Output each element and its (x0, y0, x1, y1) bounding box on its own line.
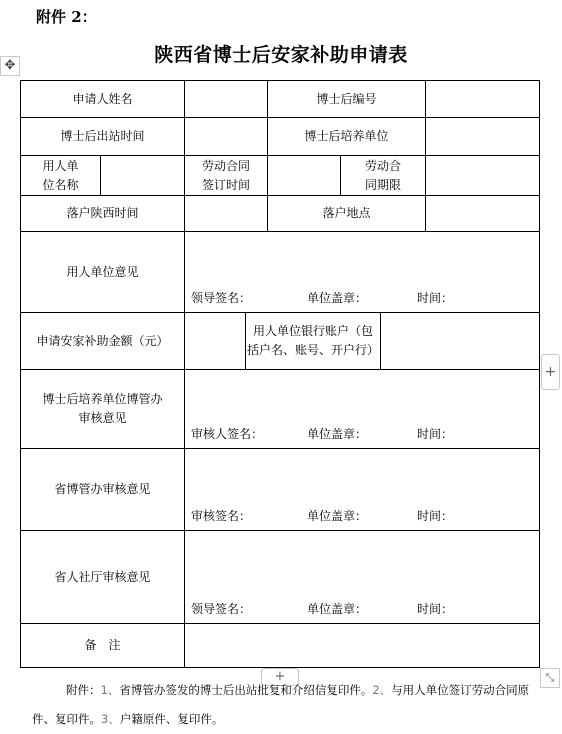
reviewer-signature-label: 审核人签名： (191, 427, 264, 441)
plus-icon: + (274, 669, 286, 684)
table-row (20, 623, 540, 668)
postdoc-id-input[interactable] (426, 81, 539, 117)
contract-time-input[interactable] (268, 156, 341, 195)
add-column-button[interactable] (541, 354, 560, 390)
training-office-opinion-line1: 博士后培养单位博管办 (42, 392, 163, 406)
settle-time-label: 落户陕西时间 (21, 196, 185, 231)
employer-name-label-line1: 用人单 (42, 158, 79, 173)
leader-signature-label: 领导签名： (191, 291, 252, 305)
training-unit-label: 博士后培养单位 (268, 118, 426, 155)
note-prefix: 附件： (66, 683, 101, 697)
training-unit-input[interactable] (426, 118, 539, 155)
table-row (20, 195, 540, 231)
note-item-2: 与用人单位签订劳动合同原件、复印件。 (32, 683, 530, 726)
employer-name-input[interactable] (101, 156, 185, 195)
table-row (20, 369, 540, 448)
province-office-opinion-field[interactable] (185, 449, 539, 530)
remarks-field[interactable] (185, 624, 539, 667)
resize-icon: ⤡ (545, 671, 555, 684)
training-office-opinion-label (21, 370, 185, 448)
contract-term-label-line2: 同期限 (364, 177, 401, 192)
note-item-1: 省博管办签发的博士后出站批复和介绍信复印件。 (119, 683, 373, 697)
unit-seal-label: 单位盖章： (307, 602, 368, 616)
table-row (20, 117, 540, 155)
table-row (20, 80, 540, 117)
time-label: 时间： (417, 291, 454, 305)
employer-opinion-field[interactable] (185, 232, 539, 312)
review-signature-label: 审核签名： (191, 509, 252, 523)
applicant-name-label: 申请人姓名 (21, 81, 185, 117)
amount-label: 申请安家补助金额（元） (21, 313, 185, 369)
hr-dept-opinion-field[interactable] (185, 531, 539, 623)
time-label: 时间： (417, 427, 454, 441)
contract-term-label (341, 156, 426, 195)
table-row (20, 448, 540, 530)
note-number-3: 3、 (101, 712, 120, 726)
unit-seal-label: 单位盖章： (307, 291, 368, 305)
employer-opinion-label: 用人单位意见 (21, 232, 185, 312)
time-label: 时间： (417, 602, 454, 616)
employer-name-label (21, 156, 101, 195)
settle-time-input[interactable] (185, 196, 268, 231)
exit-time-input[interactable] (185, 118, 268, 155)
bank-account-label-line2: 括户名、账号、开户行） (246, 343, 379, 357)
note-number-2: 2、 (372, 683, 392, 697)
province-office-opinion-label: 省博管办审核意见 (21, 449, 185, 530)
contract-term-input[interactable] (426, 156, 539, 195)
unit-seal-label: 单位盖章： (307, 509, 368, 523)
note-item-3: 户籍原件、复印件。 (119, 712, 224, 726)
postdoc-id-label: 博士后编号 (268, 81, 426, 117)
move-icon: ✥ (4, 58, 16, 73)
bank-account-label (246, 313, 381, 369)
applicant-name-input[interactable] (185, 81, 268, 117)
settle-place-label: 落户地点 (268, 196, 426, 231)
table-move-handle[interactable] (0, 56, 20, 76)
table-row (20, 231, 540, 312)
table-row (20, 155, 540, 195)
unit-seal-label: 单位盖章： (307, 427, 368, 441)
contract-time-label (185, 156, 268, 195)
table-row (20, 530, 540, 623)
table-resize-handle[interactable] (540, 668, 560, 688)
contract-time-label-line1: 劳动合同 (201, 158, 250, 173)
contract-time-label-line2: 签订时间 (201, 177, 250, 192)
remarks-label: 备 注 (21, 624, 185, 667)
employer-name-label-line2: 位名称 (42, 177, 79, 192)
training-office-opinion-field[interactable] (185, 370, 539, 448)
attachment-label: 附件 2： (36, 8, 97, 26)
bank-account-input[interactable] (381, 313, 539, 369)
exit-time-label: 博士后出站时间 (21, 118, 185, 155)
leader-signature-label: 领导签名： (191, 602, 252, 616)
training-office-opinion-line2: 审核意见 (78, 411, 127, 425)
amount-input[interactable] (185, 313, 246, 369)
bank-account-label-line1: 用人单位银行账户（包 (252, 324, 373, 338)
note-number-1: 1、 (100, 683, 120, 697)
plus-icon: + (544, 364, 557, 380)
hr-dept-opinion-label: 省人社厅审核意见 (21, 531, 185, 623)
page-title: 陕西省博士后安家补助申请表 (154, 44, 408, 66)
contract-term-label-line1: 劳动合 (364, 158, 401, 173)
time-label: 时间： (417, 509, 454, 523)
table-row (20, 312, 540, 369)
attachment-note (32, 676, 532, 734)
settle-place-input[interactable] (426, 196, 539, 231)
